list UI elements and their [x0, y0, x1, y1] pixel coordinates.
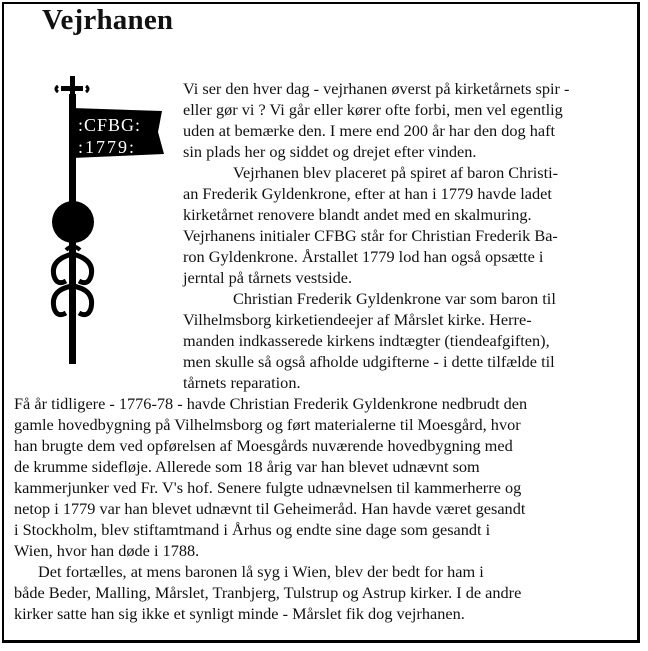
text-line: gamle hovedbygning på Vilhelmsborg og ført materialerne til Moesgård, hvor — [14, 415, 521, 434]
text-line: men skulle så også afholde udgifterne - i dette tilfælde til — [183, 352, 555, 371]
text-line: både Beder, Malling, Mårslet, Tranbjerg, Tulstrup og Astrup kirker. I de andre — [14, 583, 522, 602]
article-title: Vejrhanen — [42, 4, 174, 36]
text-line: Det fortælles, at mens baronen lå syg i Wien, blev der bedt for ham i — [38, 562, 484, 581]
text-line: jerntal på tårnets vestside. — [183, 268, 353, 287]
text-line: han brugte dem ved opførelsen af Moesgårds nuværende hovedbygning med — [14, 436, 513, 455]
text-line: netop i 1779 var han blevet udnævnt til Geheimeråd. Han havde været gesandt — [14, 499, 526, 518]
flag-initials: :CFBG: — [78, 115, 142, 135]
text-line: Vilhelmsborg kirketiendeejer af Mårslet kirke. Herre- — [183, 310, 532, 329]
flag-year: :1779: — [78, 137, 137, 157]
text-line: i Stockholm, blev stiftamtmand i Århus og endte sine dage som gesandt i — [14, 520, 491, 539]
paragraph-4 — [14, 393, 527, 561]
paragraph-3 — [183, 288, 556, 393]
text-line: uden at bemærke den. I mere end 200 år har den dog haft — [183, 121, 556, 140]
text-line: Vejrhanen blev placeret på spiret af baron Christi- — [233, 163, 559, 182]
text-line: Få år tidligere - 1776-78 - havde Christian Frederik Gyldenkrone nedbrudt den — [14, 394, 528, 413]
text-line: Wien, hvor han døde i 1788. — [14, 541, 200, 560]
text-line: sin plads her og siddet og drejet efter vinden. — [183, 142, 477, 161]
paragraph-2 — [183, 162, 558, 288]
paragraph-5 — [14, 561, 521, 624]
text-line: kirker satte han sig ikke et synligt minde - Mårslet fik dog vejrhanen. — [14, 604, 465, 623]
text-line: tårnets reparation. — [183, 373, 301, 392]
paragraph-1 — [183, 78, 569, 162]
weathervane-illustration — [44, 74, 168, 374]
text-line: kirketårnet renovere blandt andet med en skalmuring. — [183, 205, 532, 224]
text-line: de krumme sidefløje. Allerede som 18 årig var han blevet udnævnt som — [14, 457, 480, 476]
text-line: an Frederik Gyldenkrone, efter at han i 1779 havde ladet — [183, 184, 552, 203]
text-line: kammerjunker ved Fr. V's hof. Senere fulgte udnævnelsen til kammerherre og — [14, 478, 522, 497]
text-line: Vejrhanens initialer CFBG står for Christian Frederik Ba- — [183, 226, 558, 245]
text-line: Christian Frederik Gyldenkrone var som baron til — [233, 289, 556, 308]
text-line: eller gør vi ? Vi går eller kører ofte forbi, men vel egentlig — [183, 100, 563, 119]
text-line: manden indkasserede kirkens indtægter (tiendeafgiften), — [183, 331, 550, 350]
text-line: ron Gyldenkrone. Årstallet 1779 lod han også opsætte i — [183, 247, 544, 266]
text-line: Vi ser den hver dag - vejrhanen øverst på kirketårnets spir - — [183, 79, 570, 98]
